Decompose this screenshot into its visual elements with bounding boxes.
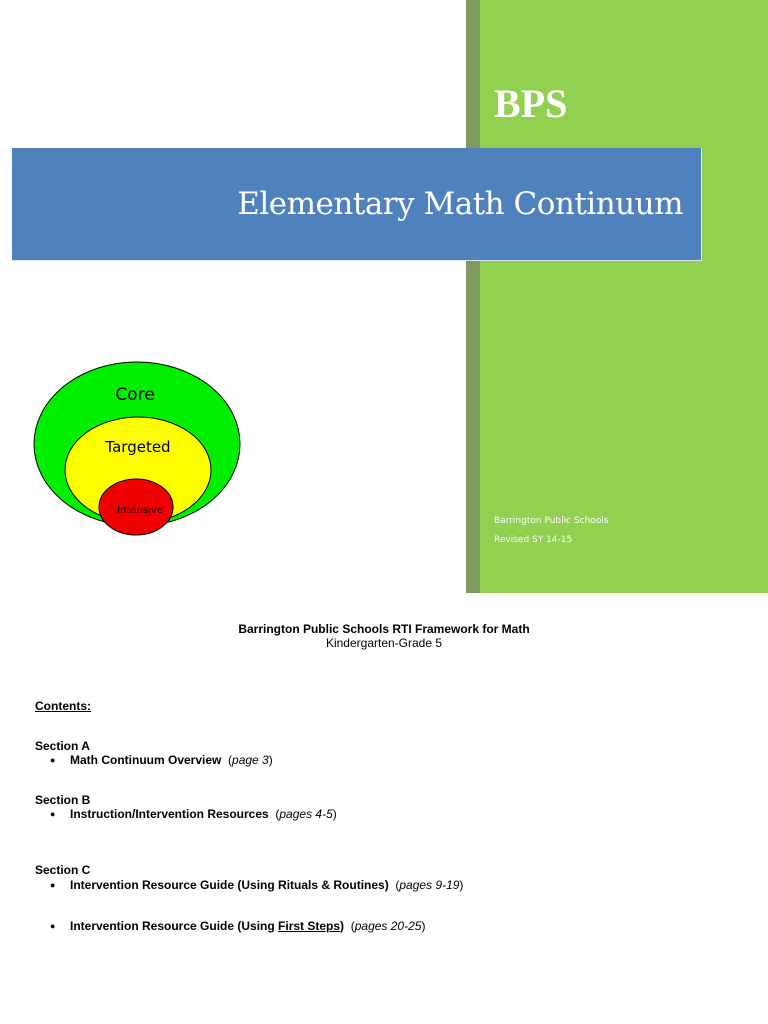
- bullet-icon: ●: [50, 809, 56, 819]
- section-c-label: Section C: [35, 863, 91, 877]
- section-b-label: Section B: [35, 793, 91, 807]
- framework-title: Barrington Public Schools RTI Framework for Math: [238, 622, 530, 636]
- framework-subtitle: Kindergarten-Grade 5: [325, 636, 443, 650]
- intensive-tier-label: Intensive: [117, 505, 163, 516]
- list-item: ● Intervention Resource Guide (Using First Steps) (pages 20-25): [50, 919, 426, 933]
- targeted-tier-label: Targeted: [105, 438, 171, 456]
- list-item: ● Instruction/Intervention Resources (pages 4-5): [50, 807, 337, 821]
- list-item: ● Intervention Resource Guide (Using Rituals & Routines) (pages 9-19): [50, 878, 464, 892]
- bullet-icon: ●: [50, 880, 56, 890]
- bullet-icon: ●: [50, 755, 56, 765]
- rti-tiers-diagram: [30, 360, 246, 540]
- document-title: Elementary Math Continuum: [237, 186, 683, 222]
- section-a-label: Section A: [35, 739, 90, 753]
- organization-name: Barrington Public Schools: [494, 516, 609, 526]
- brand-title: BPS: [494, 81, 568, 126]
- first-steps-link[interactable]: First Steps: [278, 919, 341, 933]
- title-banner: [12, 148, 702, 261]
- page-reference: pages 4-5: [279, 807, 333, 821]
- page-reference: pages 20-25: [354, 919, 422, 933]
- revision-label: Revised SY 14-15: [494, 535, 573, 545]
- cover-green-stripe: [466, 0, 480, 593]
- contents-heading: Contents:: [35, 699, 91, 713]
- page-reference: page 3: [232, 753, 269, 767]
- list-item: ● Math Continuum Overview (page 3): [50, 753, 273, 767]
- core-tier-label: Core: [115, 385, 155, 405]
- page-reference: pages 9-19: [399, 878, 460, 892]
- bullet-icon: ●: [50, 921, 56, 931]
